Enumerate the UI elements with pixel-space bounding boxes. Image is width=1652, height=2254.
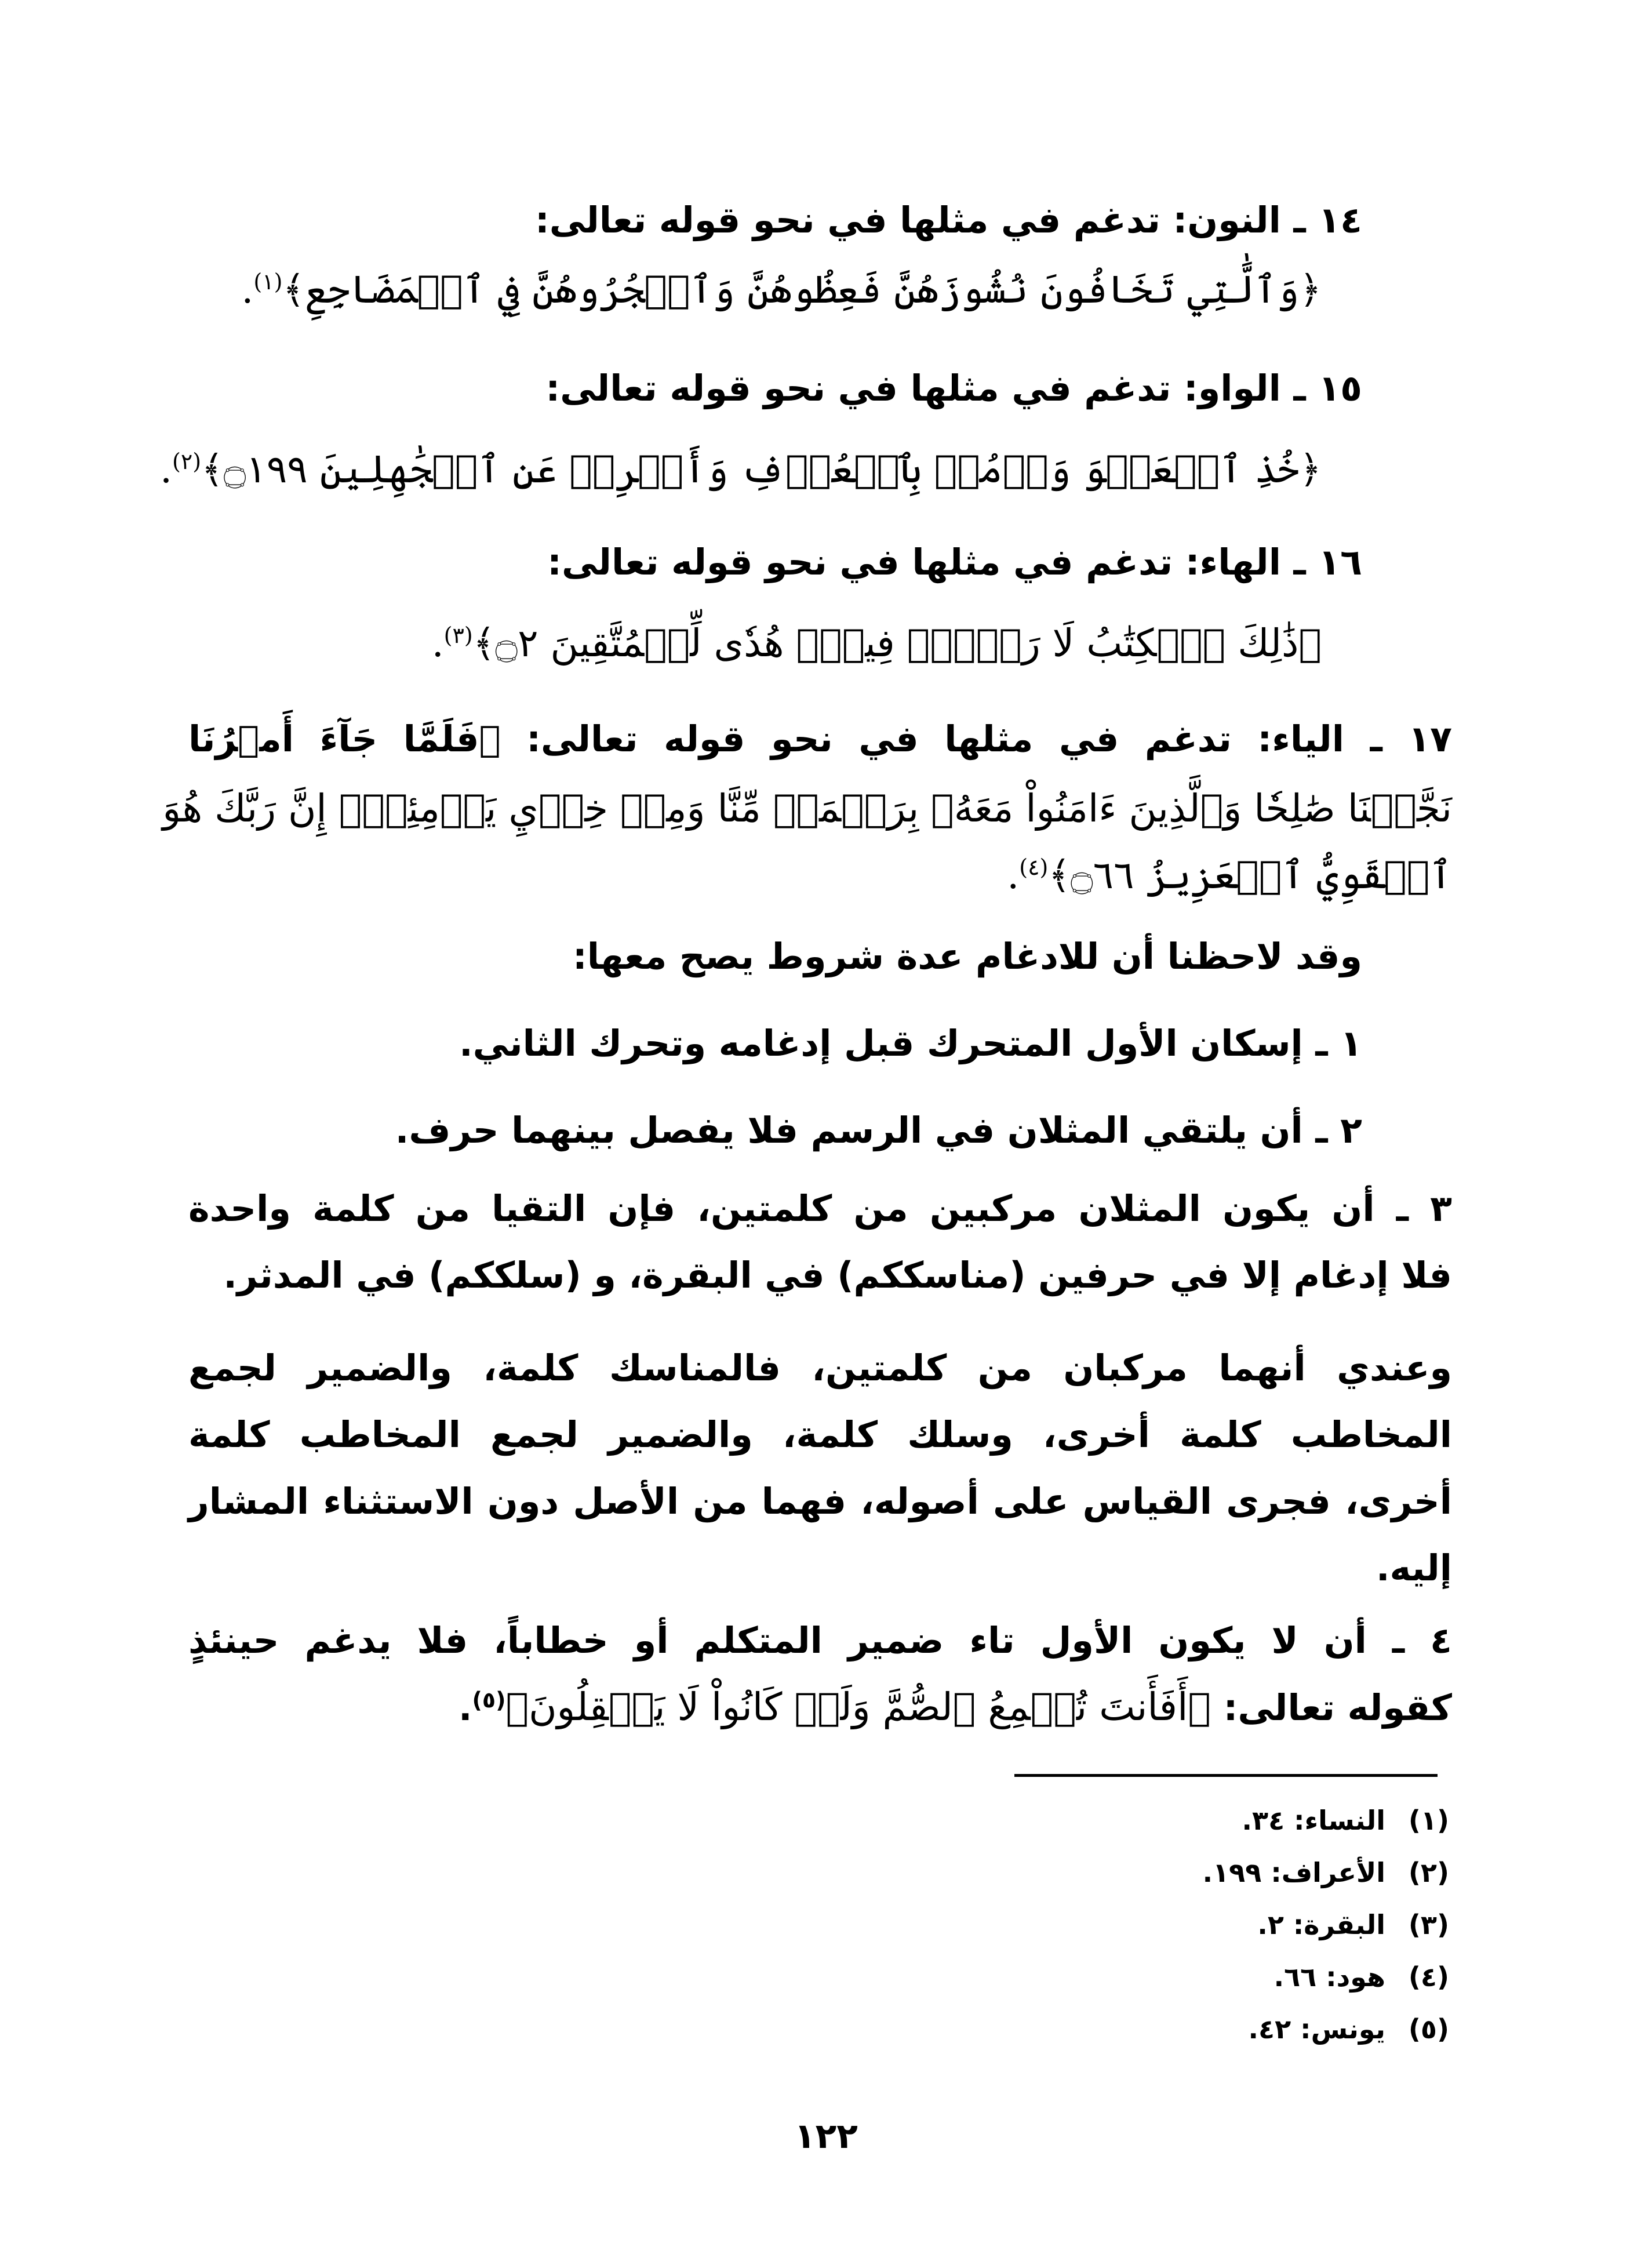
footnote-separator bbox=[1014, 1774, 1438, 1777]
paragraph-haa-text: ١٦ ـ الهاء: تدغم في مثلها في نحو قوله تعالى: bbox=[547, 541, 1362, 583]
verse-1-text: ﴿وَٱلَّٰتِي تَخَافُونَ نُشُوزَهُنَّ فَعِظُوهُنَّ وَٱهۡجُرُوهُنَّ فِي ٱلۡمَضَاجِعِ﴾ bbox=[282, 267, 1322, 312]
footnote-ref-2: (٢) bbox=[172, 449, 202, 474]
author-view-text-2: المخاطب كلمة أخرى، وسلك كلمة، والضمير لجمع المخاطب كلمة bbox=[188, 1413, 1452, 1456]
condition-1 bbox=[203, 1015, 1362, 1073]
verse-2-text: ﴿خُذِ ٱلۡعَفۡوَ وَأۡمُرۡ بِٱلۡعُرۡفِ وَأَعۡرِضۡ عَنِ ٱلۡجَٰهِلِينَ ۝١٩٩﴾ bbox=[201, 447, 1322, 492]
author-view-line-3 bbox=[188, 1473, 1452, 1530]
condition-3-text-2: فلا إدغام إلا في حرفين (مناسككم) في البقرة، و (سلككم) في المدثر. bbox=[223, 1254, 1452, 1296]
footnote-ref-5: (٥) bbox=[472, 1687, 506, 1713]
condition-3-text-1: ٣ ـ أن يكون المثلان مركبين من كلمتين، فإن التقيا من كلمة واحدة bbox=[188, 1187, 1452, 1230]
footnote-5 bbox=[1249, 2006, 1449, 2052]
author-view-line-1 bbox=[188, 1339, 1452, 1397]
author-view-line-4 bbox=[188, 1539, 1452, 1597]
author-view-line-2 bbox=[188, 1406, 1452, 1464]
condition-4-text-2: كقوله تعالى: bbox=[1211, 1686, 1452, 1729]
paragraph-conditions-intro bbox=[203, 928, 1362, 986]
footnote-5-number: (٥) bbox=[1408, 2013, 1449, 2045]
footnote-2 bbox=[1203, 1849, 1449, 1896]
paragraph-waw bbox=[261, 359, 1362, 417]
paragraph-yaa-text-3: ٱلۡقَوِيُّ ٱلۡعَزِيزُ ۝٦٦﴾ bbox=[1048, 853, 1452, 897]
quran-verse-5: ﴿أَفَأَنتَ تُسۡمِعُ ٱلصُّمَّ وَلَوۡ كَانُواْ لَا يَعۡقِلُونَ﴾ bbox=[505, 1685, 1211, 1729]
condition-2 bbox=[203, 1101, 1362, 1159]
paragraph-yaa-text-1: ١٧ ـ الياء: تدغم في مثلها في نحو قوله تعالى: ﴿فَلَمَّا جَآءَ أَمۡرُنَا bbox=[188, 718, 1452, 760]
paragraph-haa bbox=[261, 533, 1362, 591]
footnote-4-text: هود: ٦٦. bbox=[1273, 1961, 1385, 1993]
author-view-text-4: إليه. bbox=[1376, 1547, 1452, 1589]
footnote-4 bbox=[1274, 1954, 1449, 2000]
quran-verse-1: ﴿وَٱلَّٰتِي تَخَافُونَ نُشُوزَهُنَّ فَعِظُوهُنَّ وَٱهۡجُرُوهُنَّ فِي ٱلۡمَضَاجِعِ﴾$^{(١)}$. bbox=[241, 267, 1322, 312]
footnote-1-text: النساء: ٣٤. bbox=[1242, 1805, 1385, 1836]
condition-3-line-1 bbox=[188, 1180, 1452, 1238]
condition-3-line-2 bbox=[188, 1246, 1452, 1304]
footnote-ref-3: (٣) bbox=[443, 623, 473, 648]
conditions-intro-text: وقد لاحظنا أن للادغام عدة شروط يصح معها: bbox=[573, 935, 1362, 977]
paragraph-yaa-line-2 bbox=[162, 780, 1452, 838]
condition-4-line-1 bbox=[188, 1612, 1452, 1670]
footnote-2-number: (٢) bbox=[1408, 1857, 1449, 1888]
condition-4-text-1: ٤ ـ أن لا يكون الأول تاء ضمير المتكلم أو خطاباً، فلا يدغم حينئذٍ bbox=[188, 1619, 1452, 1662]
paragraph-waw-text: ١٥ ـ الواو: تدغم في مثلها في نحو قوله تعالى: bbox=[545, 367, 1362, 409]
author-view-text-1: وعندي أنهما مركبان من كلمتين، فالمناسك كلمة، والضمير لجمع bbox=[188, 1347, 1452, 1389]
author-view-text-3: أخرى، فجرى القياس على أصوله، فهما من الأصل دون الاستثناء المشار bbox=[188, 1480, 1452, 1522]
paragraph-yaa-text-2: نَجَّيۡنَا صَٰلِحٗا وَٱلَّذِينَ ءَامَنُواْ مَعَهُۥ بِرَحۡمَةٖ مِّنَّا وَمِنۡ خِزۡيِ يَوۡمِئِذٍۚ إِنَّ رَبَّكَ هُوَ bbox=[162, 786, 1452, 831]
page-number: ١٢٢ bbox=[794, 2116, 858, 2157]
condition-4-line-2: كقوله تعالى: ﴿أَفَأَنتَ تُسۡمِعُ ٱلصُّمَّ وَلَوۡ كَانُواْ لَا يَعۡقِلُونَ﴾$^{(٥)}$. bbox=[458, 1685, 1452, 1729]
paragraph-yaa-line-3: ٱلۡقَوِيُّ ٱلۡعَزِيزُ ۝٦٦﴾$^{(٤)}$. bbox=[1007, 853, 1452, 897]
footnote-3-number: (٣) bbox=[1408, 1909, 1449, 1940]
quran-verse-3: ﴿ذَٰلِكَ ٱلۡكِتَٰبُ لَا رَيۡبَۛ فِيهِۛ هُدٗى لِّلۡمُتَّقِينَ ۝٢﴾$^{(٣)}$. bbox=[431, 621, 1322, 666]
paragraph-noon bbox=[261, 191, 1362, 249]
condition-2-text: ٢ ـ أن يلتقي المثلان في الرسم فلا يفصل بينهما حرف. bbox=[395, 1109, 1362, 1151]
verse-3-text: ﴿ذَٰلِكَ ٱلۡكِتَٰبُ لَا رَيۡبَۛ فِيهِۛ هُدٗى لِّلۡمُتَّقِينَ ۝٢﴾ bbox=[472, 621, 1322, 666]
footnote-ref-1: (١) bbox=[253, 269, 283, 295]
footnote-3 bbox=[1257, 1902, 1449, 1948]
footnote-2-text: الأعراف: ١٩٩. bbox=[1202, 1857, 1385, 1888]
condition-1-text: ١ ـ إسكان الأول المتحرك قبل إدغامه وتحرك الثاني. bbox=[459, 1022, 1362, 1064]
footnote-5-text: يونس: ٤٢. bbox=[1248, 2013, 1385, 2045]
footnote-ref-4: (٤) bbox=[1019, 855, 1049, 880]
footnote-3-text: البقرة: ٢. bbox=[1257, 1909, 1385, 1940]
footnote-1 bbox=[1242, 1797, 1449, 1844]
footnote-1-number: (١) bbox=[1408, 1805, 1449, 1836]
paragraph-yaa-line-1 bbox=[188, 710, 1452, 768]
footnote-4-number: (٤) bbox=[1408, 1961, 1449, 1993]
quran-verse-2: ﴿خُذِ ٱلۡعَفۡوَ وَأۡمُرۡ بِٱلۡعُرۡفِ وَأَعۡرِضۡ عَنِ ٱلۡجَٰهِلِينَ ۝١٩٩﴾$^{(٢)}$. bbox=[160, 447, 1322, 492]
paragraph-noon-text: ١٤ ـ النون: تدغم في مثلها في نحو قوله تعالى: bbox=[534, 199, 1362, 241]
